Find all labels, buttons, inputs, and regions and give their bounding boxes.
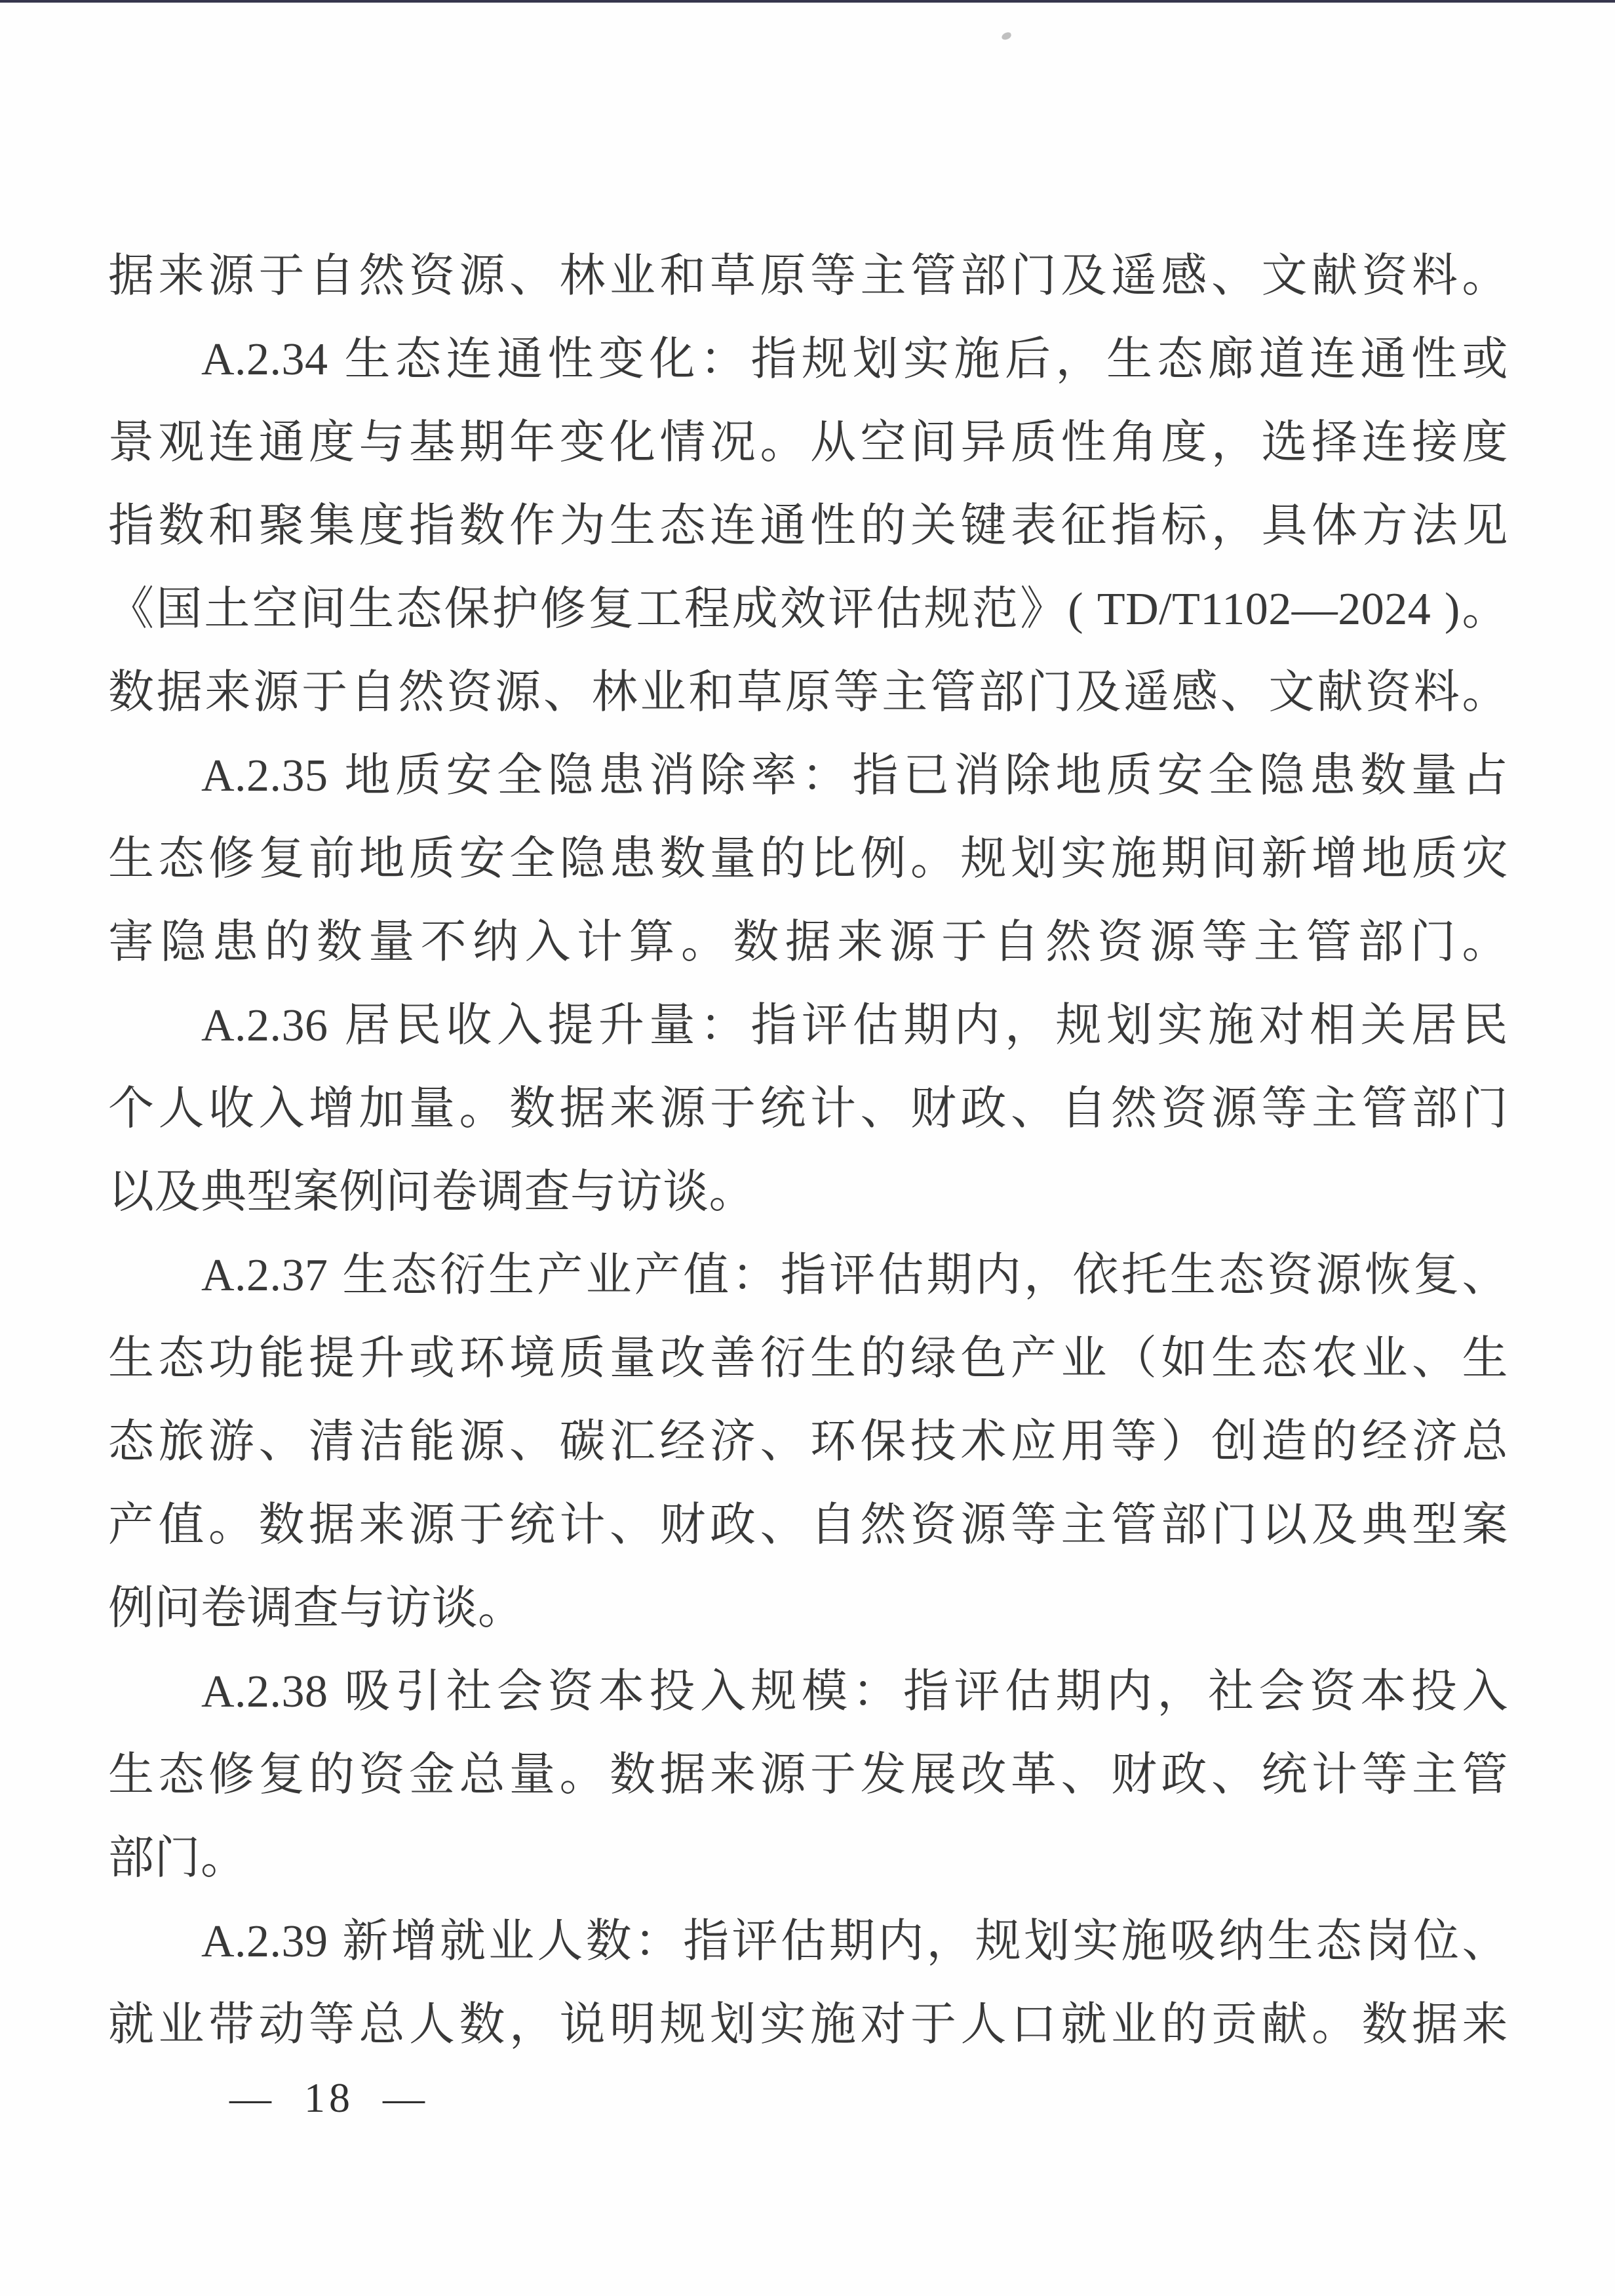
paragraph-a-2-33-continuation [108, 235, 1508, 318]
text-line: A.2.36 居民收入提升量：指评估期内，规划实施对相关居民 [201, 1000, 1508, 1051]
text-line: 个人收入增加量。数据来源于统计、财政、自然资源等主管部门 [108, 1084, 1508, 1134]
text-line: A.2.37 生态衍生产业产值：指评估期内，依托生态资源恢复、 [201, 1250, 1508, 1301]
paragraph-a-2-36 [108, 984, 1508, 1234]
paragraph-a-2-35 [108, 734, 1508, 984]
text-line: 害隐患的数量不纳入计算。数据来源于自然资源等主管部门。 [108, 917, 1508, 968]
text-line: 生态修复前地质安全隐患数量的比例。规划实施期间新增地质灾 [108, 834, 1508, 884]
text-line: 生态功能提升或环境质量改善衍生的绿色产业（如生态农业、生 [108, 1334, 1508, 1384]
paragraph-a-2-37 [108, 1234, 1508, 1650]
paragraph-a-2-39 [108, 1900, 1508, 2067]
page-number: — 18 — [229, 2074, 429, 2121]
text-line: 据来源于自然资源、林业和草原等主管部门及遥感、文献资料。 [108, 251, 1508, 302]
text-line: 就业带动等总人数，说明规划实施对于人口就业的贡献。数据来 [108, 2000, 1508, 2050]
text-line: 例问卷调查与访谈。 [108, 1583, 524, 1634]
page-body-text [108, 235, 1508, 2067]
text-line: 数据来源于自然资源、林业和草原等主管部门及遥感、文献资料。 [108, 667, 1508, 718]
text-line: 指数和聚集度指数作为生态连通性的关键表征指标，具体方法见 [108, 501, 1508, 551]
text-line: 《国土空间生态保护修复工程成效评估规范》( TD/T1102—2024 )。 [108, 584, 1508, 635]
text-line: A.2.38 吸引社会资本投入规模：指评估期内，社会资本投入 [201, 1667, 1508, 1717]
text-line: A.2.34 生态连通性变化：指规划实施后，生态廊道连通性或 [201, 334, 1508, 385]
paragraph-a-2-38 [108, 1650, 1508, 1900]
text-line: 以及典型案例问卷调查与访谈。 [108, 1167, 755, 1217]
text-line: 生态修复的资金总量。数据来源于发展改革、财政、统计等主管 [108, 1750, 1508, 1800]
text-line: 态旅游、清洁能源、碳汇经济、环保技术应用等）创造的经济总 [108, 1417, 1508, 1467]
paragraph-a-2-34 [108, 318, 1508, 734]
text-line: 部门。 [108, 1833, 247, 1884]
text-line: 景观连通度与基期年变化情况。从空间异质性角度，选择连接度 [108, 418, 1508, 468]
scan-artifact-speck [1001, 31, 1012, 41]
text-line: A.2.35 地质安全隐患消除率：指已消除地质安全隐患数量占 [201, 751, 1508, 801]
text-line: 产值。数据来源于统计、财政、自然资源等主管部门以及典型案 [108, 1500, 1508, 1551]
text-line: A.2.39 新增就业人数：指评估期内，规划实施吸纳生态岗位、 [201, 1916, 1508, 1967]
scan-edge-top [0, 0, 1615, 3]
